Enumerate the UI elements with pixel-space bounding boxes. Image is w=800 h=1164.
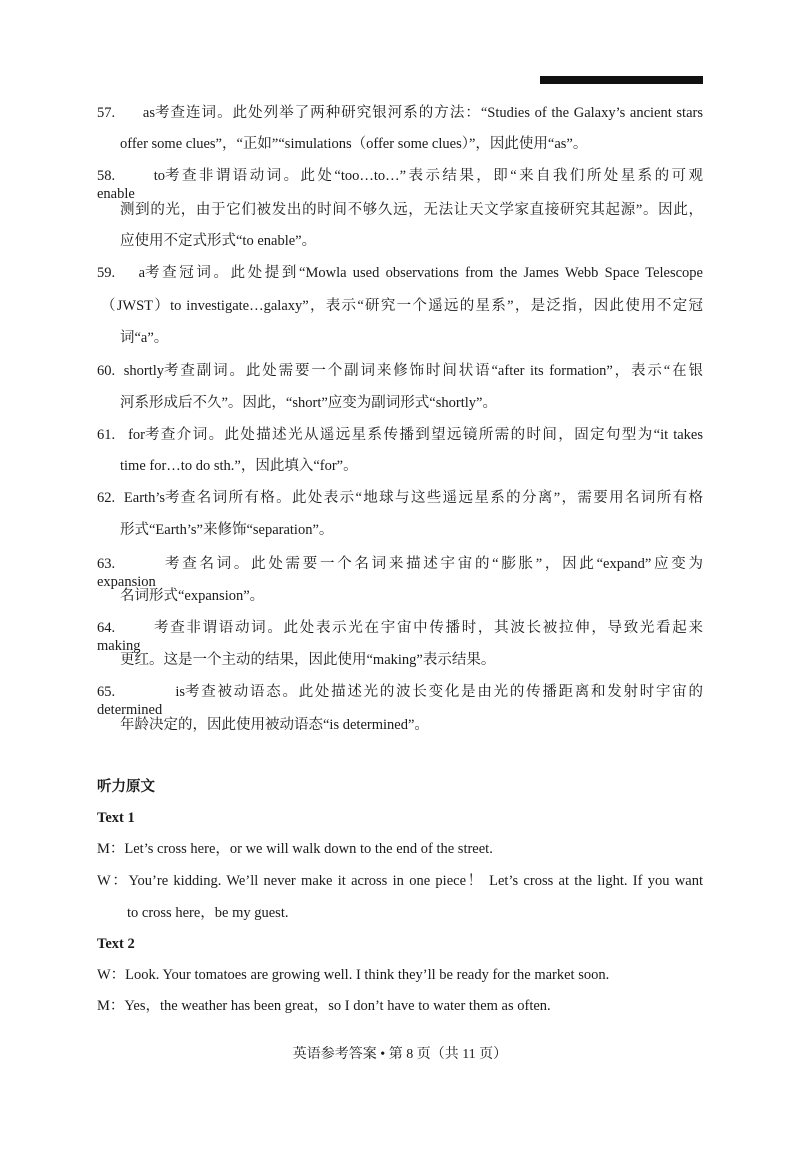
answer-explanation-continued: 名词形式“expansion”。 (120, 588, 265, 604)
answer-explanation-continued: 形式“Earth’s”来修饰“separation”。 (120, 522, 334, 538)
answer-explanation: 考查非谓语动词。此处“too…to…”表示结果，即“来自我们所处星系的可观 (165, 168, 703, 184)
text1-line: W：You’re kidding. We’ll never make it across in one piece！ Let’s cross at the light. If you want (97, 873, 703, 889)
answer-word: 60. shortly (97, 363, 164, 379)
answer-explanation: 考查冠词。此处提到“Mowla used observations from the James Webb Space Telescope (145, 265, 703, 281)
answer-explanation-continued: 年龄决定的，因此使用被动语态“is determined”。 (120, 717, 429, 733)
answer-item (97, 167, 703, 203)
text2-title: Text 2 (97, 936, 135, 952)
text2-line: M：Yes，the weather has been great，so I don’t have to water them as often. (97, 998, 551, 1014)
answer-explanation-continued: 更红。这是一个主动的结果，因此使用“making”表示结果。 (120, 652, 496, 668)
answer-word: 59. a (97, 265, 145, 281)
answer-item (97, 489, 703, 507)
text1-title: Text 1 (97, 810, 135, 826)
answer-item (97, 683, 703, 719)
answer-explanation-continued: offer some clues”，“正如”“simulations（offer some clues）”，因此使用“as”。 (120, 136, 588, 152)
answer-explanation-continued: 河系形成后不久”。因此，“short”应变为副词形式“shortly”。 (120, 395, 497, 411)
answer-item (97, 362, 703, 380)
answer-explanation: 考查副词。此处需要一个副词来修饰时间状语“after its formation”，表示“在银 (164, 363, 703, 379)
answer-word: 63. expansion (97, 556, 156, 590)
answer-item (97, 264, 703, 282)
answer-word: 65. is determined (97, 684, 185, 718)
text1-line: M：Let’s cross here，or we will walk down to the end of the street. (97, 841, 493, 857)
answer-word: 57. as (97, 105, 155, 121)
answer-explanation-continued: time for…to do sth.”，因此填入“for”。 (120, 458, 358, 474)
answer-item (97, 426, 703, 444)
answer-item (97, 619, 703, 655)
answer-word: 62. Earth’s (97, 490, 165, 506)
text2-line: W：Look. Your tomatoes are growing well. I think they’ll be ready for the market soon. (97, 967, 610, 983)
answer-explanation: 考查非谓语动词。此处表示光在宇宙中传播时，其波长被拉伸，导致光看起来 (154, 620, 703, 636)
answer-word: 64. making (97, 620, 141, 654)
listening-heading: 听力原文 (97, 779, 155, 795)
answer-explanation: 考查介词。此处描述光从遥远星系传播到望远镜所需的时间，固定句型为“it takes (145, 427, 703, 443)
answer-word: 61. for (97, 427, 145, 443)
answer-item (97, 555, 703, 591)
answer-explanation-continued: 测到的光，由于它们被发出的时间不够久远，无法让天文学家直接研究其起源”。因此， (120, 202, 703, 218)
answer-explanation: 考查连词。此处列举了两种研究银河系的方法：“Studies of the Galaxy’s ancient stars (155, 105, 703, 121)
header-bar (540, 76, 703, 84)
answer-explanation: 考查名词。此处需要一个名词来描述宇宙的“膨胀”，因此“expand”应变为 (165, 556, 703, 572)
answer-explanation: 考查名词所有格。此处表示“地球与这些遥远星系的分离”，需要用名词所有格 (165, 490, 703, 506)
page-footer: 英语参考答案 • 第 8 页（共 11 页） (292, 1047, 508, 1062)
text1-line: to cross here，be my guest. (127, 905, 289, 921)
answer-explanation-continued: 应使用不定式形式“to enable”。 (120, 233, 317, 249)
answer-explanation-continued: （JWST）to investigate…galaxy”，表示“研究一个遥远的星系”，是泛指，因此使用不定冠 (101, 298, 703, 314)
answer-item (97, 104, 703, 122)
answer-explanation: 考查被动语态。此处描述光的波长变化是由光的传播距离和发射时宇宙的 (185, 684, 703, 700)
answer-word: 58. to enable (97, 168, 165, 202)
answer-explanation-continued: 词“a”。 (120, 330, 169, 346)
